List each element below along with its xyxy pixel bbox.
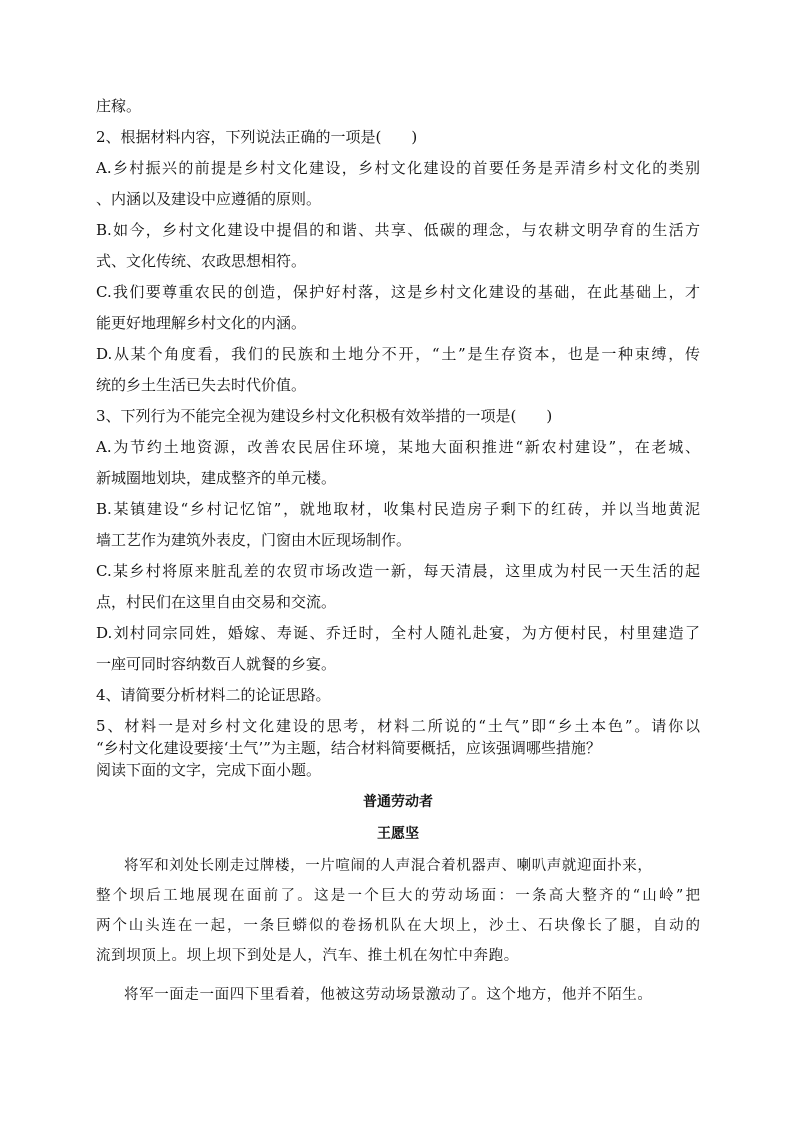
question-5-line-1: 5、材料一是对乡村文化建设的思考，材料二所说的“土气”即“乡土本色”。请你以 [96,717,700,735]
story-paragraph-1-line-3: 两个山头连在一起，一条巨蟒似的卷扬机队在大坝上，沙土、石块像长了腿，自动的 [96,918,700,934]
question-5-line-2: “乡村文化建设要接‘土气’”为主题，结合材料简要概括，应该强调哪些措施？ [96,739,601,757]
question-3: 3、下列行为不能完全视为建设乡村文化积极有效举措的一项是( ) [96,407,553,425]
option-c-line-2: 能更好地理解乡村文化的内涵。 [96,314,307,332]
option-b-line-1: B.如今，乡村文化建设中提倡的和谐、共享、低碳的理念，与农耕文明孕育的生活方 [96,221,700,239]
option-d-line-2: 一座可同时容纳数百人就餐的乡宴。 [96,655,337,673]
option-c-line-1: C.某乡村将原来脏乱差的农贸市场改造一新，每天清晨，这里成为村民一天生活的起 [96,562,700,580]
option-a-line-2: 、内涵以及建设中应遵循的原则。 [96,190,322,208]
option-d-line-1: D.刘村同宗同姓，婚嫁、寿诞、乔迁时，全村人随礼赴宴，为方便村民，村里建造了 [96,624,700,642]
story-paragraph-2-line-1: 将军一面走一面四下里看着，他被这劳动场景激动了。这个地方，他并不陌生。 [124,987,653,1003]
question-2: 2、根据材料内容，下列说法正确的一项是( ) [96,128,418,146]
option-a-line-1: A.乡村振兴的前提是乡村文化建设，乡村文化建设的首要任务是弄清乡村文化的类别 [96,159,700,177]
story-paragraph-1-line-2: 整个坝后工地展现在面前了。这是一个巨大的劳动场面：一条高大整齐的“山岭”把 [96,888,700,904]
option-d-line-2: 统的乡土生活已失去时代价值。 [96,376,307,394]
story-paragraph-1-line-4: 流到坝顶上。坝上坝下到处是人，汽车、推土机在匆忙中奔跑。 [96,948,519,964]
question-4: 4、请简要分析材料二的论证思路。 [96,686,331,704]
text-line: 庄稼。 [96,97,142,115]
option-a-line-1: A.为节约土地资源，改善农民居住环境，某地大面积推进“新农村建设”，在老城、 [96,438,700,456]
document-page [96,0,700,1123]
reading-instruction: 阅读下面的文字，完成下面小题。 [96,761,322,779]
option-b-line-2: 墙工艺作为建筑外表皮，门窗由木匠现场制作。 [96,531,412,549]
story-author: 王愿坚 [377,826,419,842]
option-c-line-1: C.我们要尊重农民的创造，保护好村落，这是乡村文化建设的基础，在此基础上，才 [96,283,700,301]
option-c-line-2: 点，村民们在这里自由交易和交流。 [96,593,337,611]
story-title: 普通劳动者 [363,794,433,810]
option-b-line-2: 式、文化传统、农政思想相符。 [96,252,307,270]
story-paragraph-1-line-1: 将军和刘处长刚走过牌楼，一片喧闹的人声混合着机器声、喇叭声就迎面扑来， [124,858,653,874]
option-d-line-1: D.从某个角度看，我们的民族和土地分不开，“土”是生存资本，也是一种束缚，传 [96,345,700,363]
option-b-line-1: B.某镇建设“乡村记忆馆”，就地取材，收集村民造房子剩下的红砖，并以当地黄泥 [96,500,700,518]
option-a-line-2: 新城圈地划块，建成整齐的单元楼。 [96,469,337,487]
